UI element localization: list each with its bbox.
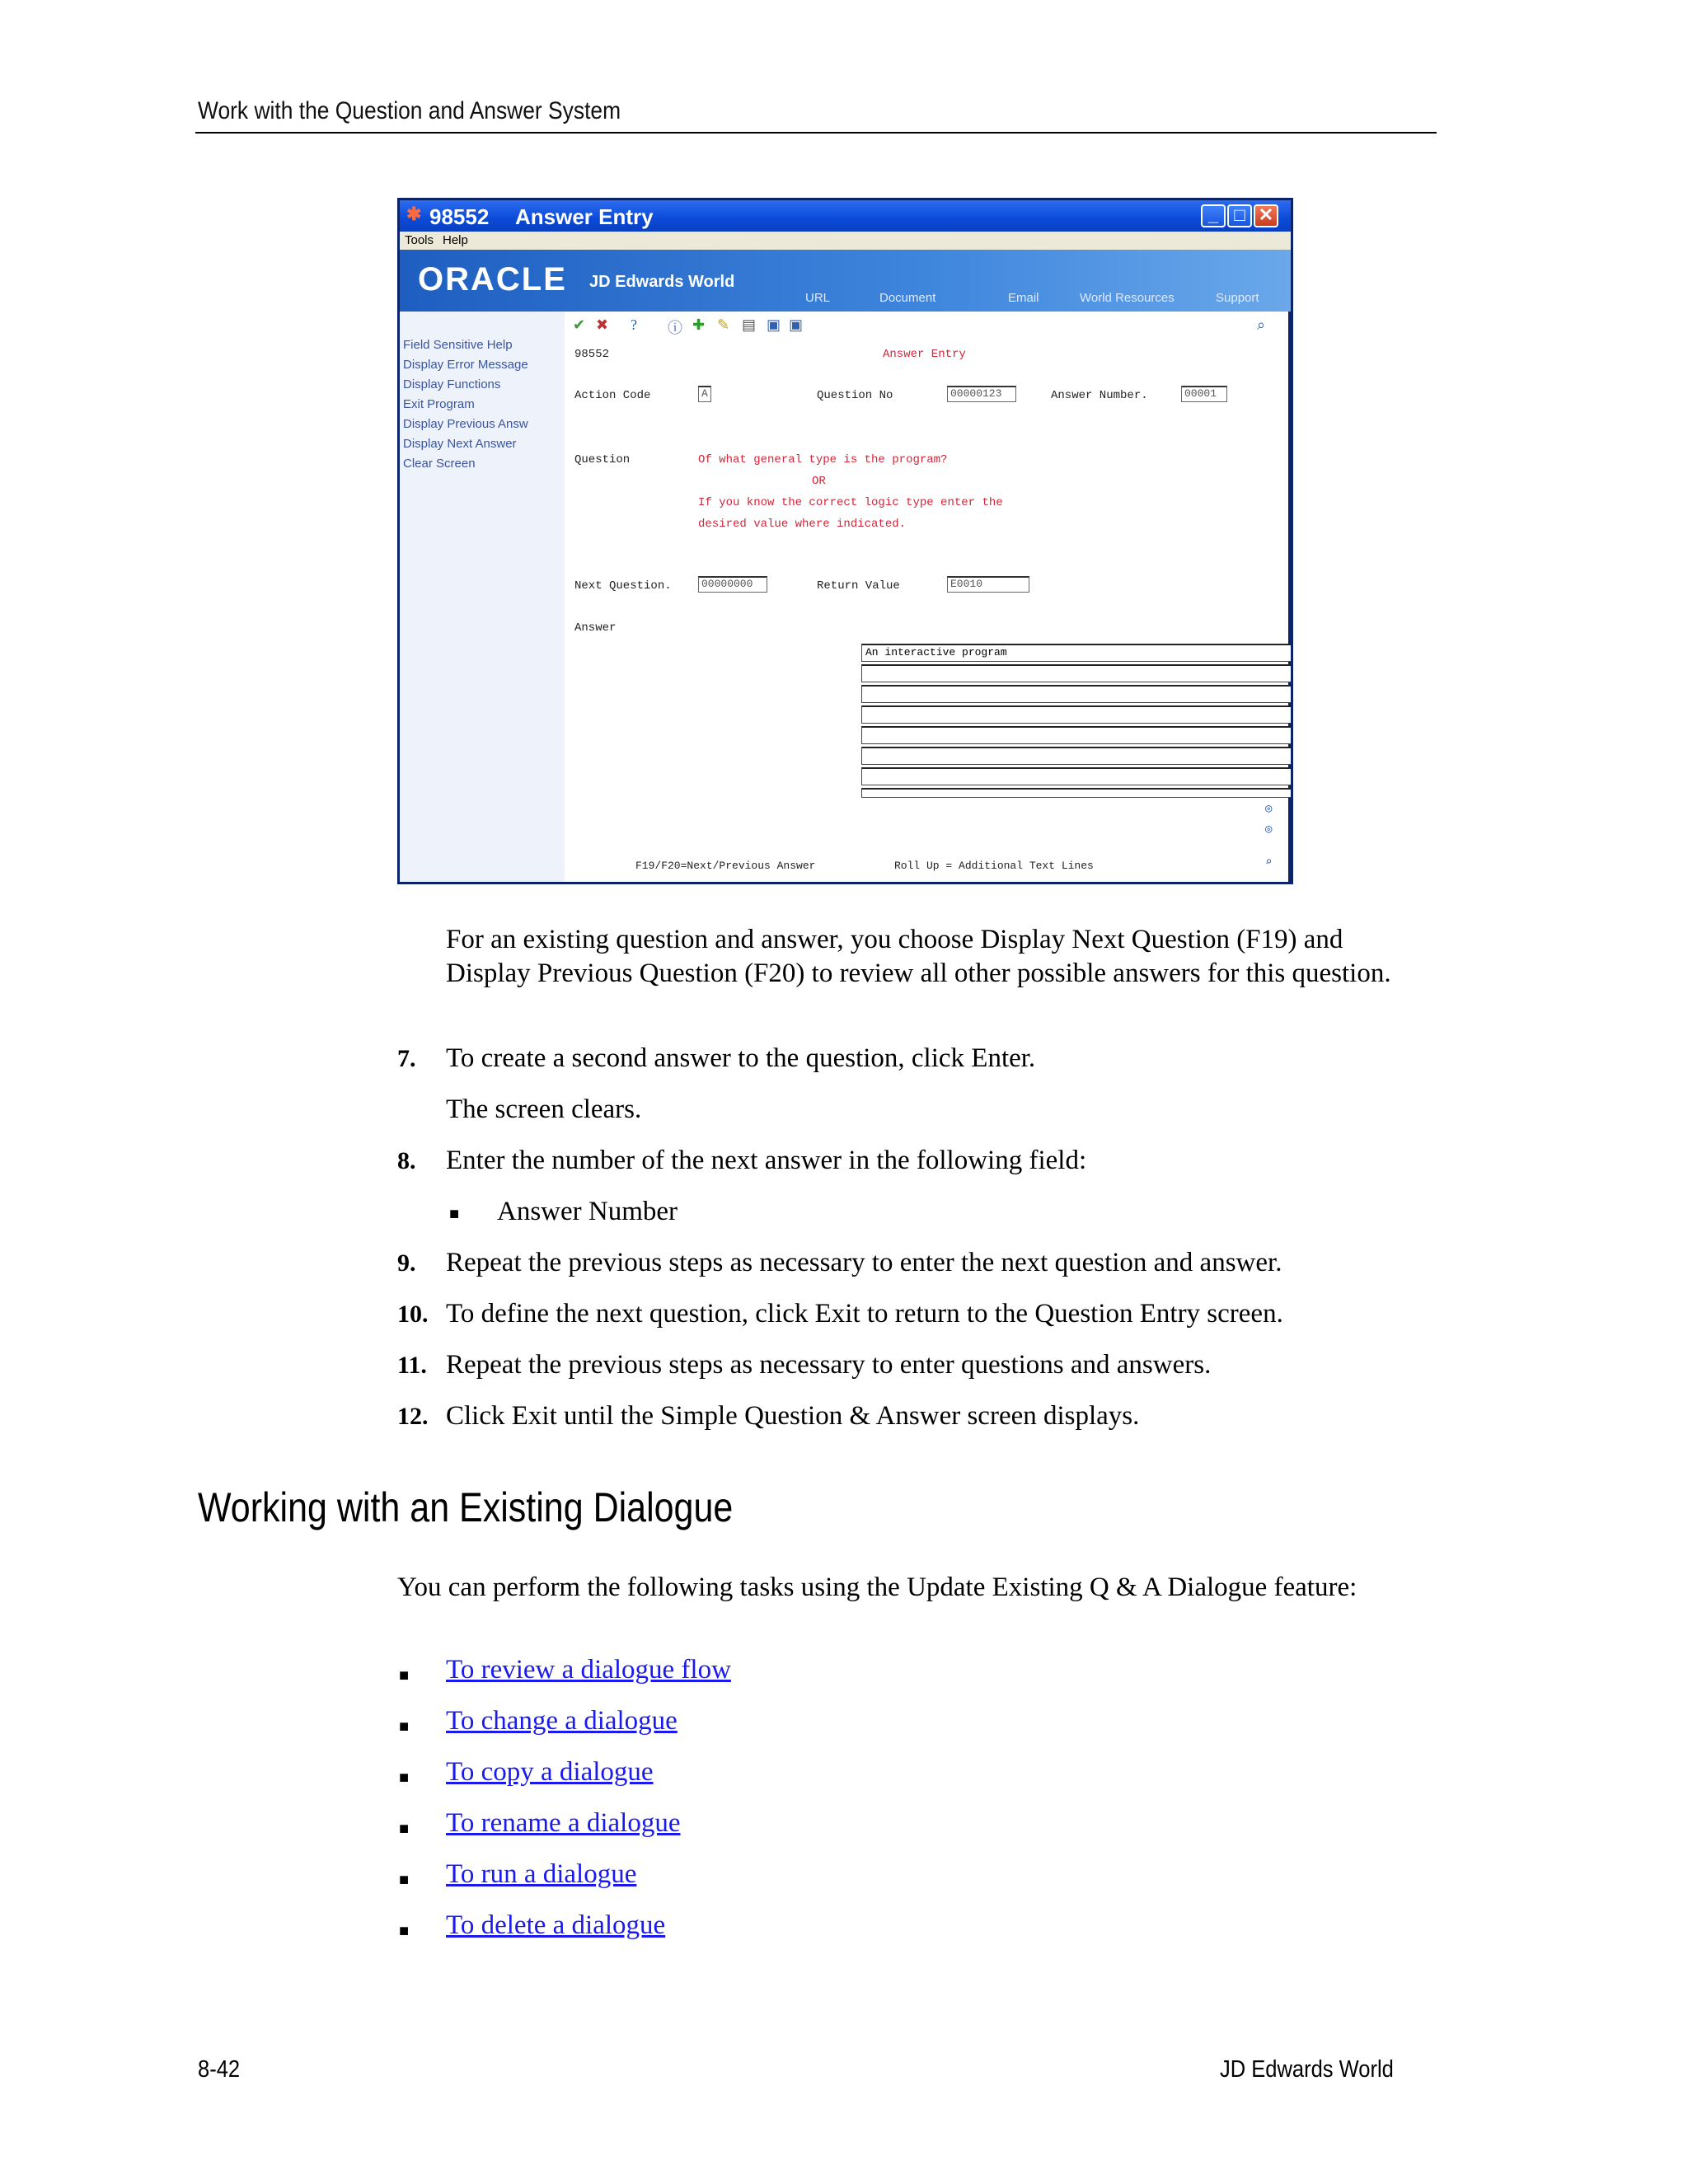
function-key-hint: F19/F20=Next/Previous Answer bbox=[635, 860, 816, 872]
cancel-icon[interactable]: ✖ bbox=[596, 316, 609, 333]
minimize-button[interactable] bbox=[1201, 204, 1226, 227]
answer-line-5[interactable] bbox=[861, 726, 1293, 744]
answer-line-8[interactable] bbox=[861, 788, 1293, 798]
menu-help[interactable]: Help bbox=[443, 233, 468, 247]
link-delete-dialogue[interactable]: To delete a dialogue bbox=[446, 1910, 666, 1940]
sidebar-previous-answer[interactable]: Display Previous Answ bbox=[403, 417, 528, 431]
step-7-text: To create a second answer to the question, click Enter. bbox=[446, 1043, 1036, 1073]
link-change-dialogue[interactable]: To change a dialogue bbox=[446, 1706, 678, 1736]
step-8-text: Enter the number of the next answer in the following field: bbox=[446, 1146, 1087, 1175]
action-code-field[interactable]: A bbox=[698, 386, 711, 402]
link-copy-dialogue[interactable]: To copy a dialogue bbox=[446, 1757, 654, 1787]
nav-document[interactable]: Document bbox=[879, 291, 936, 305]
print-icon[interactable]: ▣ bbox=[767, 316, 781, 333]
nav-support[interactable]: Support bbox=[1216, 291, 1259, 305]
export-icon[interactable]: ▣ bbox=[789, 316, 804, 333]
footer-product: JD Edwards World bbox=[1220, 2056, 1394, 2083]
answer-line-6[interactable] bbox=[861, 747, 1293, 765]
question-line-2: OR bbox=[812, 475, 826, 488]
answer-line-1[interactable]: An interactive program bbox=[861, 644, 1293, 662]
question-line-3: If you know the correct logic type enter the bbox=[698, 496, 1003, 509]
question-no-label: Question No bbox=[817, 389, 893, 402]
bullet-icon: ■ bbox=[399, 1820, 410, 1838]
link-review-dialogue-flow[interactable]: To review a dialogue flow bbox=[446, 1655, 731, 1685]
step-12-text: Click Exit until the Simple Question & Answer screen displays. bbox=[446, 1401, 1140, 1431]
function-sidebar bbox=[400, 312, 565, 882]
answer-line-4[interactable] bbox=[861, 705, 1293, 724]
ok-icon[interactable]: ✔ bbox=[573, 316, 586, 333]
step-number-9: 9. bbox=[397, 1249, 416, 1277]
header-rule bbox=[195, 132, 1437, 134]
bullet-icon: ■ bbox=[399, 1718, 410, 1736]
step-9-text: Repeat the previous steps as necessary to enter the next question and answer. bbox=[446, 1248, 1282, 1277]
answer-number-field[interactable]: 00001 bbox=[1181, 386, 1227, 402]
nav-url[interactable]: URL bbox=[805, 291, 831, 305]
bullet-icon: ■ bbox=[449, 1205, 460, 1223]
search-icon[interactable]: ⌕ bbox=[1257, 316, 1266, 333]
step-number-8: 8. bbox=[397, 1147, 416, 1174]
bullet-icon: ■ bbox=[399, 1666, 410, 1685]
step-10-text: To define the next question, click Exit to return to the Question Entry screen. bbox=[446, 1299, 1283, 1329]
oracle-banner bbox=[400, 250, 1291, 312]
bullet-icon: ■ bbox=[399, 1871, 410, 1889]
step-7-result: The screen clears. bbox=[446, 1094, 642, 1124]
menu-bar bbox=[400, 232, 1291, 250]
section-intro: You can perform the following tasks using the Update Existing Q & A Dialogue feature: bbox=[397, 1572, 1357, 1602]
sidebar-next-answer[interactable]: Display Next Answer bbox=[403, 437, 517, 451]
form-toolbar bbox=[565, 312, 1288, 341]
close-icon: ✕ bbox=[1258, 204, 1274, 225]
help-icon[interactable]: ? bbox=[631, 316, 637, 333]
sidebar-field-help[interactable]: Field Sensitive Help bbox=[403, 338, 513, 352]
program-id: 98552 bbox=[574, 348, 610, 361]
scroll-up-icon[interactable]: ◎ bbox=[1265, 803, 1273, 816]
running-header: Work with the Question and Answer System bbox=[198, 97, 621, 124]
nav-email[interactable]: Email bbox=[1008, 291, 1039, 305]
action-code-label: Action Code bbox=[574, 389, 651, 402]
step-11-text: Repeat the previous steps as necessary to enter questions and answers. bbox=[446, 1350, 1212, 1380]
link-rename-dialogue[interactable]: To rename a dialogue bbox=[446, 1808, 681, 1838]
close-button[interactable] bbox=[1254, 204, 1278, 227]
answer-entry-screenshot bbox=[397, 198, 1293, 884]
form-title: Answer Entry bbox=[883, 348, 966, 361]
edit-icon[interactable]: ✎ bbox=[717, 316, 730, 333]
sidebar-exit-program[interactable]: Exit Program bbox=[403, 397, 475, 411]
next-question-label: Next Question. bbox=[574, 579, 672, 593]
zoom-icon[interactable]: ⌕ bbox=[1265, 856, 1273, 869]
question-line-4: desired value where indicated. bbox=[698, 518, 907, 531]
step-8-field: Answer Number bbox=[497, 1197, 678, 1226]
sidebar-clear-screen[interactable]: Clear Screen bbox=[403, 457, 476, 471]
answer-line-7[interactable] bbox=[861, 767, 1293, 785]
step-number-10: 10. bbox=[397, 1301, 429, 1328]
sidebar-display-functions[interactable]: Display Functions bbox=[403, 377, 501, 391]
question-label: Question bbox=[574, 453, 631, 466]
roll-up-hint: Roll Up = Additional Text Lines bbox=[894, 860, 1094, 872]
return-value-field[interactable]: E0010 bbox=[947, 576, 1029, 593]
window-titlebar bbox=[400, 200, 1291, 232]
menu-tools[interactable]: Tools bbox=[405, 233, 434, 247]
bullet-icon: ■ bbox=[399, 1922, 410, 1940]
step-number-11: 11. bbox=[397, 1352, 427, 1379]
scroll-down-icon[interactable]: ◎ bbox=[1265, 823, 1273, 837]
answer-line-3[interactable] bbox=[861, 685, 1293, 703]
oracle-logo: ORACLE bbox=[418, 261, 567, 298]
section-heading: Working with an Existing Dialogue bbox=[198, 1484, 734, 1530]
question-line-1: Of what general type is the program? bbox=[698, 453, 948, 466]
nav-world-resources[interactable]: World Resources bbox=[1080, 291, 1175, 305]
app-icon: ✱ bbox=[406, 204, 422, 224]
minimize-icon: _ bbox=[1207, 204, 1219, 225]
bullet-icon: ■ bbox=[399, 1769, 410, 1787]
next-question-field[interactable]: 00000000 bbox=[698, 576, 767, 593]
form-area bbox=[565, 312, 1288, 882]
answer-number-label: Answer Number. bbox=[1051, 389, 1148, 402]
step-number-7: 7. bbox=[397, 1045, 416, 1072]
maximize-icon: □ bbox=[1234, 204, 1245, 225]
question-no-field[interactable]: 00000123 bbox=[947, 386, 1016, 402]
link-run-dialogue[interactable]: To run a dialogue bbox=[446, 1859, 637, 1889]
sidebar-error-message[interactable]: Display Error Message bbox=[403, 358, 528, 372]
answer-line-2[interactable] bbox=[861, 664, 1293, 682]
add-icon[interactable]: ✚ bbox=[692, 316, 706, 333]
answer-label: Answer bbox=[574, 621, 617, 635]
maximize-button[interactable] bbox=[1227, 204, 1252, 227]
intro-paragraph: For an existing question and answer, you choose Display Next Question (F19) and Display Previous Question (F20) to review all other possible answers for this question. bbox=[446, 925, 1391, 988]
step-number-12: 12. bbox=[397, 1403, 429, 1430]
document-icon[interactable]: ▤ bbox=[742, 316, 757, 333]
window-title: Answer Entry bbox=[515, 204, 654, 229]
page-number: 8-42 bbox=[198, 2056, 241, 2083]
info-icon[interactable]: ⓘ bbox=[668, 320, 682, 336]
product-name: JD Edwards World bbox=[589, 273, 735, 291]
window-number: 98552 bbox=[429, 204, 490, 229]
return-value-label: Return Value bbox=[817, 579, 900, 593]
